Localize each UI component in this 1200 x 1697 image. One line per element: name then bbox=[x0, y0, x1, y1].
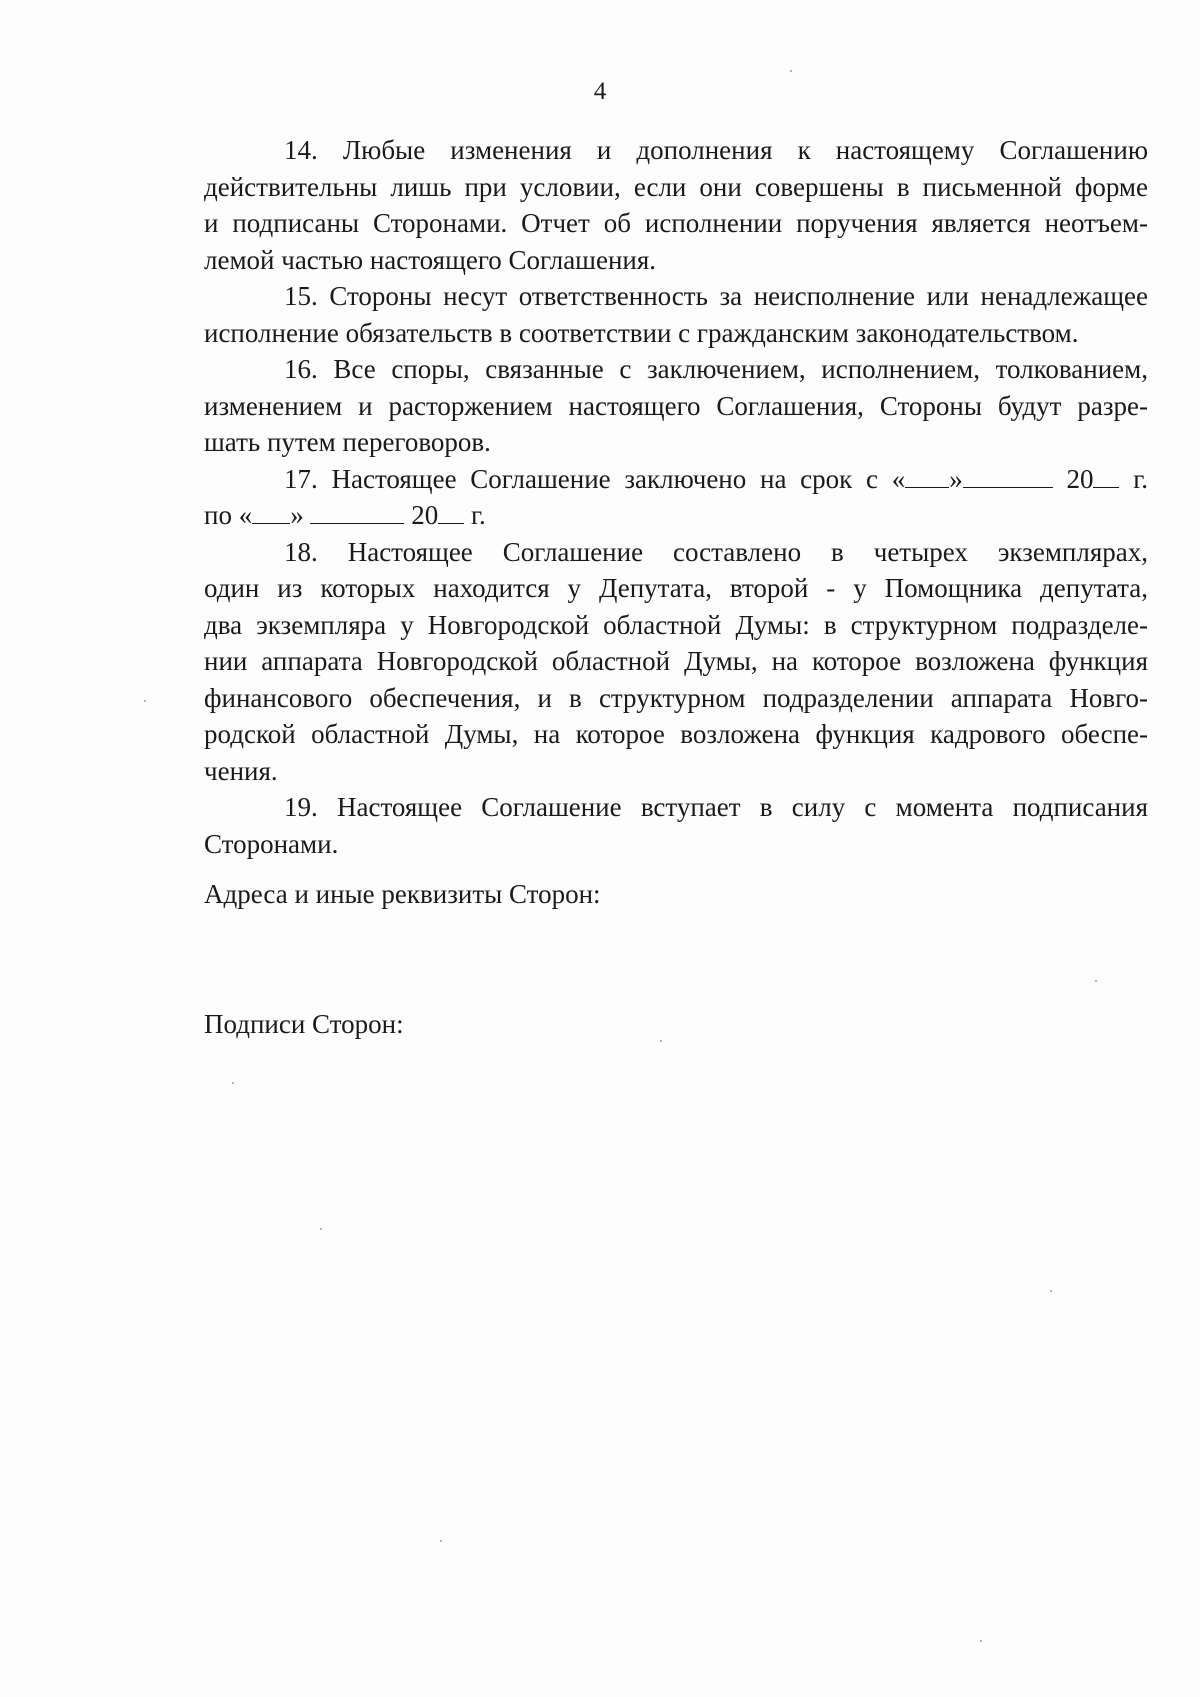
clause-17-end-quote-close: » bbox=[290, 500, 311, 530]
scan-speck bbox=[440, 1540, 442, 1542]
clause-17-year-suffix: г. bbox=[1119, 463, 1149, 494]
clause-18-line-7: чения. bbox=[204, 755, 278, 786]
end-month-blank bbox=[310, 499, 404, 524]
clause-19 bbox=[204, 789, 1148, 862]
clause-15-line-2: исполнение обязательств в соответствии с гражданским законодательством. bbox=[204, 317, 1079, 348]
clause-16-line-2: изменением и расторжением настоящего Соглашения, Стороны будут разре- bbox=[204, 390, 1148, 421]
requisites-heading: Адреса и иные реквизиты Сторон: bbox=[204, 879, 601, 909]
clause-16-line-1: 16. Все споры, связанные с заключением, исполнением, толкованием, bbox=[284, 354, 1148, 384]
clause-18-line-3: два экземпляра у Новгородской областной Думы: в структурном подразделе- bbox=[204, 609, 1148, 640]
clause-14-line-4: лемой частью настоящего Соглашения. bbox=[204, 244, 657, 275]
scan-speck bbox=[320, 1228, 322, 1230]
clause-17-end-year-prefix: 20 bbox=[404, 500, 439, 530]
clause-15-line-1: 15. Стороны несут ответственность за неисполнение или ненадлежащее bbox=[284, 281, 1148, 311]
clause-16-line-3: шать путем переговоров. bbox=[204, 427, 491, 457]
clause-17-end-start: по « bbox=[204, 500, 253, 530]
clause-19-line-1: 19. Настоящее Соглашение вступает в силу с момента подписания bbox=[284, 792, 1148, 822]
clause-18-line-2: один из которых находится у Депутата, второй - у Помощника депутата, bbox=[204, 573, 1148, 603]
clause-17-line-1 bbox=[204, 461, 1148, 498]
scan-speck bbox=[144, 700, 146, 702]
scan-speck bbox=[1095, 980, 1097, 982]
clause-14-line-3: и подписаны Сторонами. Отчет об исполнении поручения является неотъем- bbox=[204, 208, 1148, 238]
scan-speck bbox=[660, 1040, 662, 1042]
clause-17 bbox=[204, 461, 1148, 534]
clause-17-quote-close: » bbox=[949, 463, 963, 494]
clause-18-line-4: нии аппарата Новгородской областной Думы, на которое возложена функция bbox=[204, 646, 1148, 676]
page-number: 4 bbox=[593, 78, 607, 105]
scan-speck bbox=[790, 70, 792, 72]
clause-17-year-prefix: 20 bbox=[1052, 463, 1094, 494]
clause-19-line-2: Сторонами. bbox=[204, 828, 339, 859]
clause-15 bbox=[204, 278, 1148, 351]
start-day-blank bbox=[905, 463, 949, 488]
clause-17-line-2 bbox=[204, 497, 1148, 534]
signatures-heading: Подписи Сторон: bbox=[204, 1009, 404, 1039]
clause-16 bbox=[204, 351, 1148, 461]
end-day-blank bbox=[252, 499, 290, 524]
clause-17-text-start: 17. Настоящее Соглашение заключено на срок с « bbox=[284, 463, 906, 494]
clause-18-line-6: родской областной Думы, на которое возложена функция кадрового обеспе- bbox=[204, 719, 1148, 749]
clause-14-line-1: 14. Любые изменения и дополнения к настоящему Соглашению bbox=[284, 135, 1148, 165]
clause-18 bbox=[204, 534, 1148, 790]
clause-18-line-1: 18. Настоящее Соглашение составлено в четырех экземплярах, bbox=[284, 536, 1148, 567]
start-month-blank bbox=[963, 463, 1053, 488]
clause-14-line-2: действительны лишь при условии, если они совершены в письменной форме bbox=[204, 171, 1148, 202]
clause-18-line-5: финансового обеспечения, и в структурном подразделении аппарата Новго- bbox=[204, 682, 1148, 713]
scan-speck bbox=[980, 1640, 982, 1642]
clause-14 bbox=[204, 132, 1148, 278]
end-year-blank bbox=[438, 499, 464, 524]
agreement-body bbox=[204, 132, 1148, 862]
scan-speck bbox=[232, 1082, 234, 1084]
start-year-blank bbox=[1093, 463, 1119, 488]
clause-17-end-year-suffix: г. bbox=[464, 500, 486, 530]
scan-speck bbox=[1050, 1290, 1052, 1292]
